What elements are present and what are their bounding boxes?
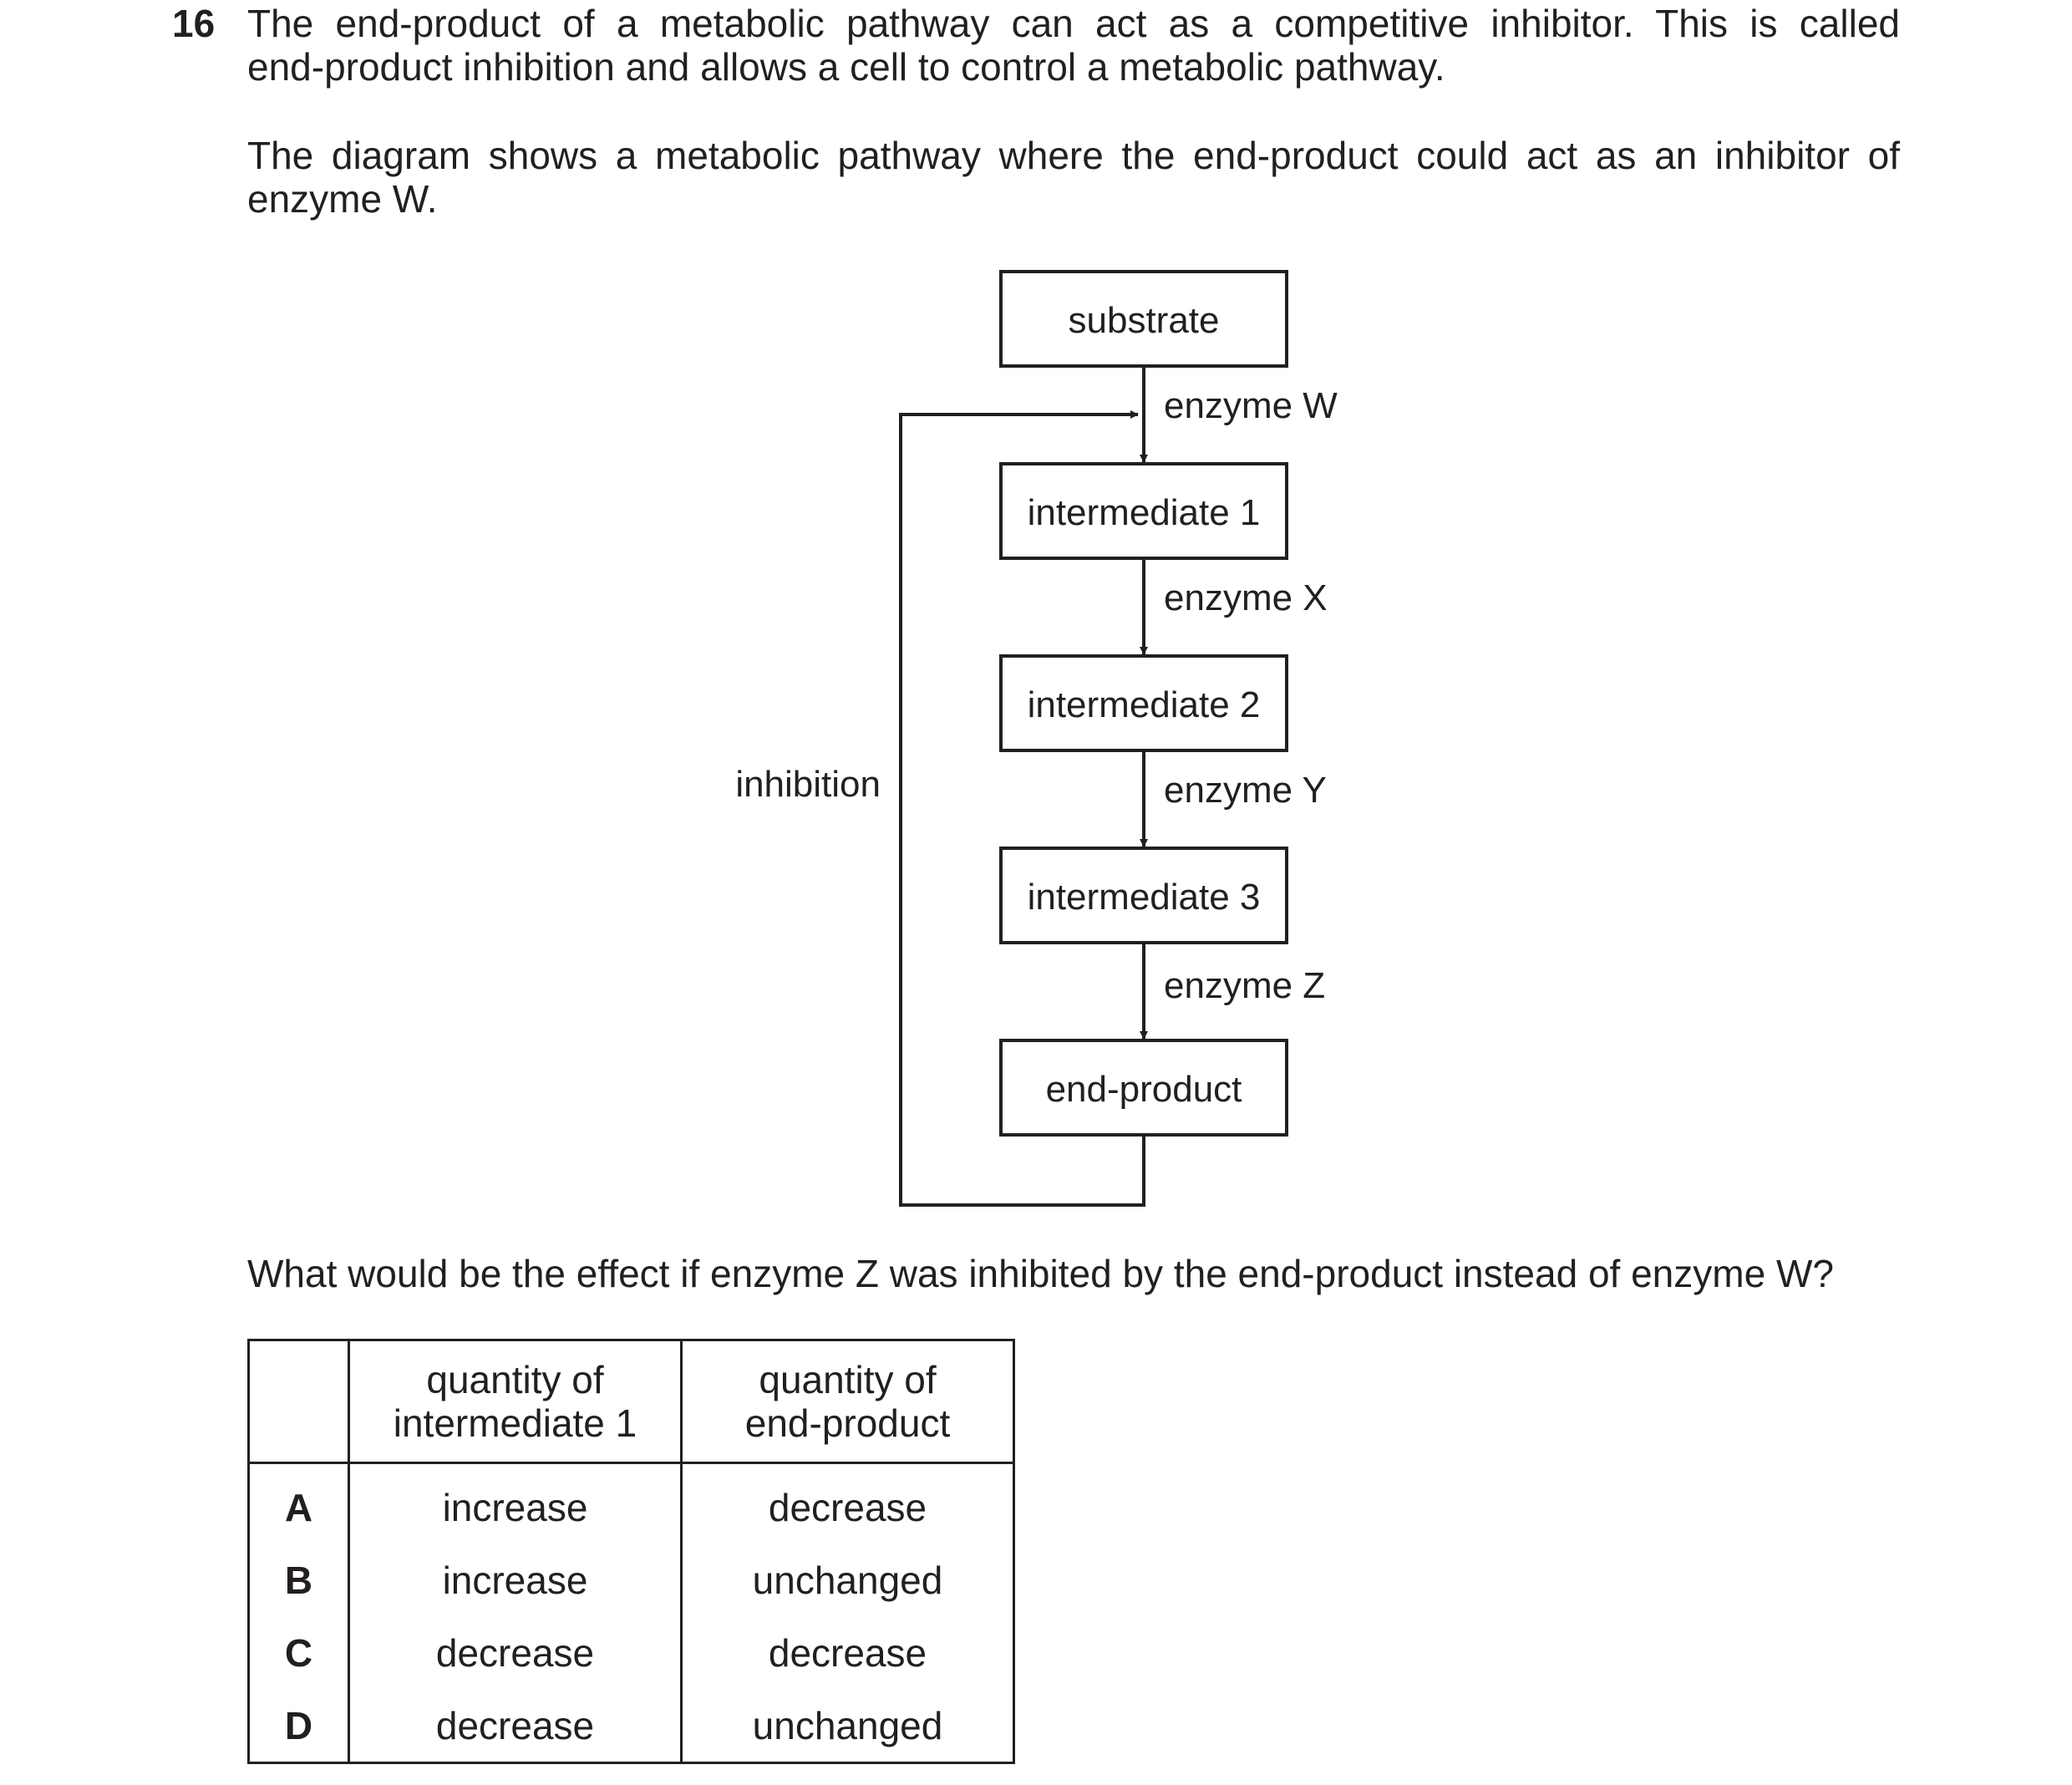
enzyme-label-w: enzyme W [1164, 385, 1338, 426]
table-header-key [249, 1340, 349, 1463]
header-line: intermediate 1 [393, 1401, 637, 1445]
answer-options-table [247, 1339, 1015, 1764]
intro-line-2: end-product inhibition and allows a cell to control a metabolic pathway. [247, 45, 1445, 89]
enzyme-label-z: enzyme Z [1164, 965, 1326, 1006]
header-line: end-product [744, 1401, 951, 1445]
pathway-box-substrate [1001, 272, 1287, 366]
box-label-substrate: substrate [1068, 300, 1220, 341]
enzyme-label-x: enzyme X [1164, 577, 1328, 618]
pathway-box-intermediate-1 [1001, 464, 1287, 558]
option-key: A [249, 1463, 349, 1544]
table-header-row [249, 1340, 1014, 1463]
table-row[interactable] [249, 1689, 1014, 1763]
pathway-box-end-product [1001, 1040, 1287, 1135]
pathway-box-intermediate-2 [1001, 656, 1287, 750]
box-label-end-product: end-product [1045, 1069, 1242, 1110]
question-number: 16 [172, 2, 216, 45]
option-end-product: unchanged [682, 1689, 1014, 1763]
option-key: B [249, 1543, 349, 1616]
option-key: D [249, 1689, 349, 1763]
option-intermediate-1: increase [349, 1543, 682, 1616]
question-prompt: What would be the effect if enzyme Z was inhibited by the end-product instead of enzyme W? [247, 1252, 1834, 1295]
enzyme-label-y: enzyme Y [1164, 770, 1327, 811]
inhibition-label: inhibition [735, 764, 881, 805]
table-row[interactable] [249, 1543, 1014, 1616]
option-intermediate-1: decrease [349, 1616, 682, 1689]
table-row[interactable] [249, 1463, 1014, 1544]
diagram-description-line-1: The diagram shows a metabolic pathway where the end-product could act as an inhibitor of [247, 134, 1900, 177]
intro-line-1: The end-product of a metabolic pathway can act as a competitive inhibitor. This is called [247, 2, 1900, 45]
option-end-product: decrease [682, 1463, 1014, 1544]
diagram-description-line-2: enzyme W. [247, 177, 438, 221]
box-label-intermediate-2: intermediate 2 [1027, 684, 1261, 725]
table-header-end-product [682, 1340, 1014, 1463]
option-intermediate-1: decrease [349, 1689, 682, 1763]
header-line: quantity of [426, 1358, 604, 1401]
pathway-box-intermediate-3 [1001, 848, 1287, 943]
option-intermediate-1: increase [349, 1463, 682, 1544]
option-key: C [249, 1616, 349, 1689]
table-row[interactable] [249, 1616, 1014, 1689]
box-label-intermediate-3: intermediate 3 [1027, 877, 1261, 918]
table-header-intermediate-1 [349, 1340, 682, 1463]
option-end-product: unchanged [682, 1543, 1014, 1616]
option-end-product: decrease [682, 1616, 1014, 1689]
header-line: quantity of [759, 1358, 937, 1401]
box-label-intermediate-1: intermediate 1 [1027, 492, 1261, 533]
